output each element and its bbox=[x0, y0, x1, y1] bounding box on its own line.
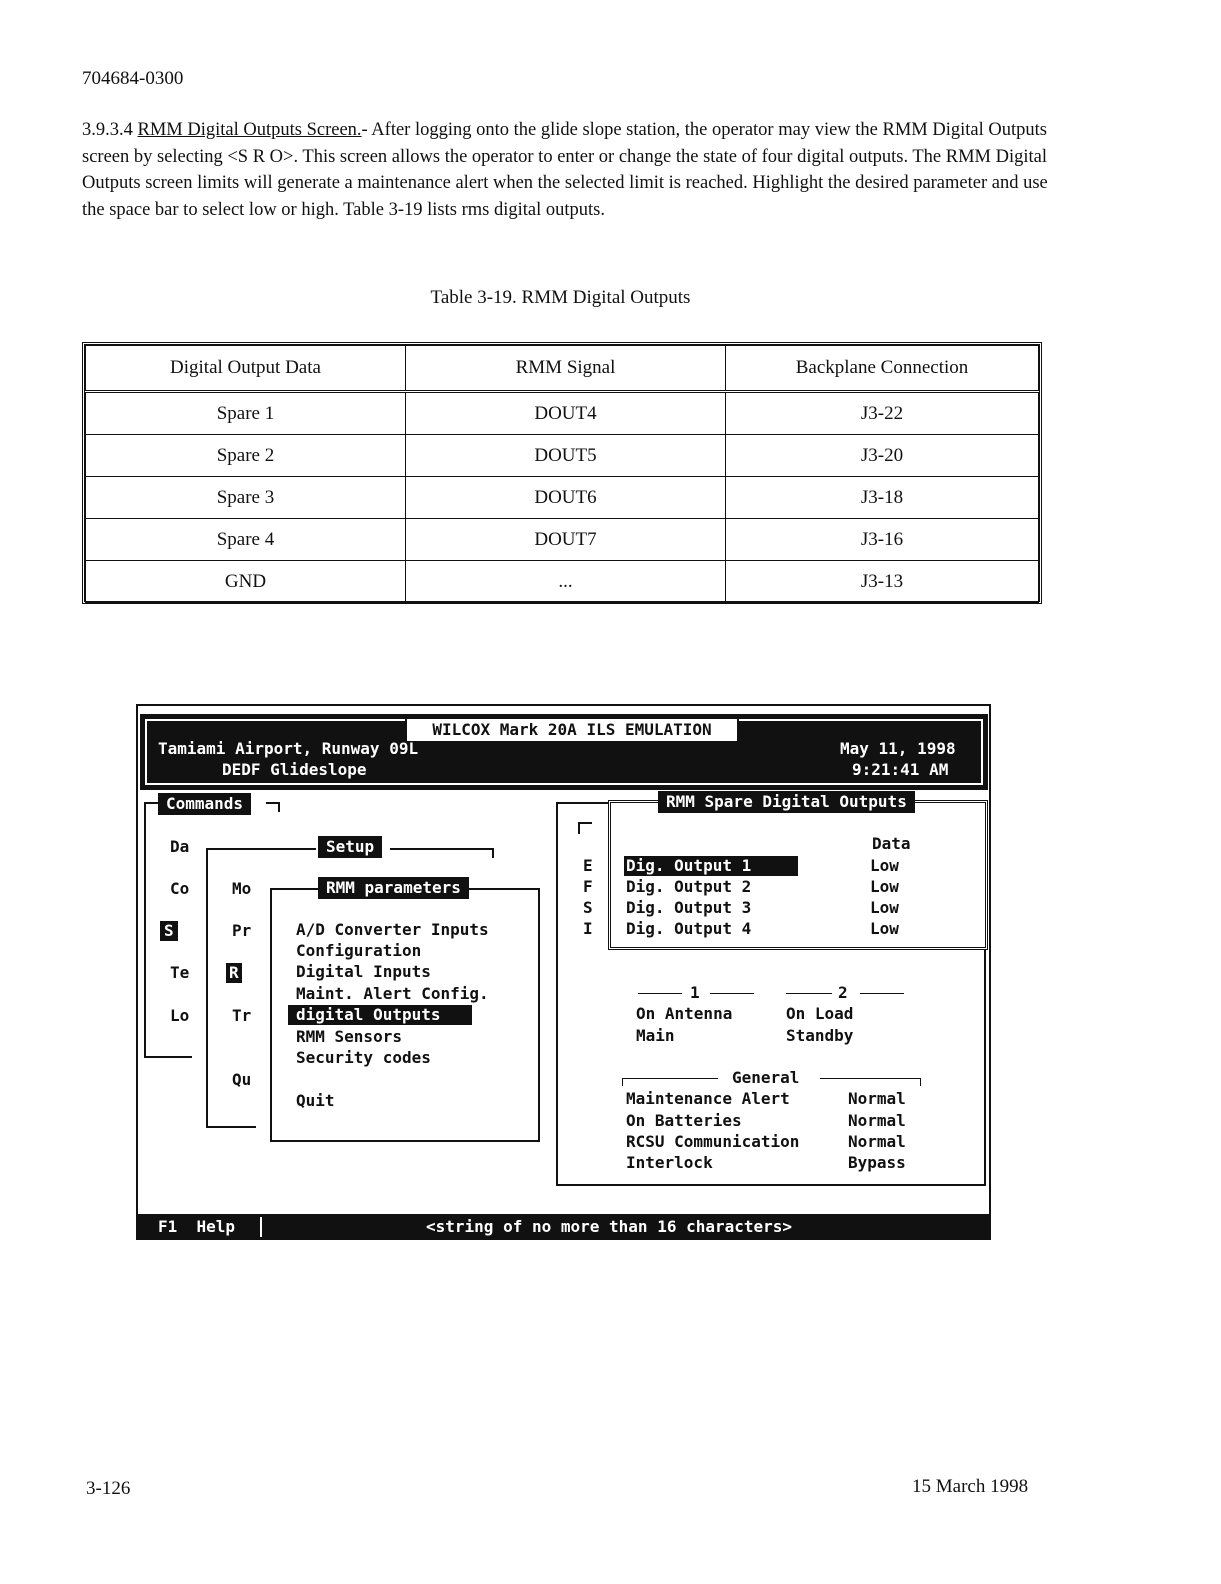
rmm-menu-item[interactable]: A/D Converter Inputs bbox=[296, 920, 489, 939]
date-label: May 11, 1998 bbox=[840, 739, 956, 758]
dig-output-value[interactable]: Low bbox=[870, 877, 899, 896]
table-cell: DOUT6 bbox=[406, 477, 726, 519]
general-label: Maintenance Alert bbox=[626, 1089, 790, 1108]
general-value: Normal bbox=[848, 1111, 906, 1130]
dig-output-label[interactable]: Dig. Output 4 bbox=[626, 919, 752, 938]
column-header: RMM Signal bbox=[406, 346, 726, 392]
tx2-mode: Standby bbox=[786, 1026, 854, 1045]
screen-header-bar bbox=[140, 714, 988, 790]
table-header-row bbox=[86, 346, 1039, 392]
help-key[interactable]: F1 Help bbox=[158, 1217, 236, 1236]
general-label: On Batteries bbox=[626, 1111, 742, 1130]
location-label: Tamiami Airport, Runway 09L bbox=[158, 739, 419, 758]
data-column-header: Data bbox=[872, 834, 911, 853]
command-item[interactable]: Co bbox=[170, 879, 190, 898]
dig-output-value[interactable]: Low bbox=[870, 898, 899, 917]
table-cell: ... bbox=[406, 561, 726, 603]
spare-outputs-tab: RMM Spare Digital Outputs bbox=[658, 791, 915, 813]
general-value: Bypass bbox=[848, 1153, 906, 1172]
page-number: 3-126 bbox=[86, 1478, 131, 1499]
commands-tab[interactable]: Commands bbox=[158, 793, 251, 815]
dig-output-label-selected[interactable]: Dig. Output 1 bbox=[624, 856, 798, 876]
tx1-number: 1 bbox=[690, 983, 700, 1002]
general-value: Normal bbox=[848, 1132, 906, 1151]
command-item[interactable]: Da bbox=[170, 837, 190, 856]
rmm-parameters-tab[interactable]: RMM parameters bbox=[318, 877, 469, 899]
general-label: Interlock bbox=[626, 1153, 713, 1172]
general-value: Normal bbox=[848, 1089, 906, 1108]
command-item-selected[interactable]: S bbox=[160, 921, 178, 941]
table-cell: DOUT7 bbox=[406, 519, 726, 561]
command-item[interactable]: Lo bbox=[170, 1006, 190, 1025]
rmm-menu-item[interactable]: Maint. Alert Config. bbox=[296, 984, 489, 1003]
page-date: 15 March 1998 bbox=[912, 1476, 1029, 1497]
table-caption: Table 3-19. RMM Digital Outputs bbox=[430, 287, 691, 308]
general-title: General bbox=[732, 1068, 800, 1087]
efsi-letter: E bbox=[583, 856, 593, 875]
tx2-number: 2 bbox=[838, 983, 848, 1002]
rmm-menu-item[interactable]: Security codes bbox=[296, 1048, 431, 1067]
column-header: Digital Output Data bbox=[86, 346, 406, 392]
dig-output-label[interactable]: Dig. Output 3 bbox=[626, 898, 752, 917]
column-header: Backplane Connection bbox=[726, 346, 1039, 392]
table-cell: Spare 1 bbox=[86, 392, 406, 435]
efsi-letter: F bbox=[583, 877, 593, 896]
rmm-menu-item[interactable]: Quit bbox=[296, 1091, 335, 1110]
efsi-letter: S bbox=[583, 898, 593, 917]
table-cell: J3-20 bbox=[726, 435, 1039, 477]
table-row bbox=[86, 477, 1039, 519]
screen-title: WILCOX Mark 20A ILS EMULATION bbox=[405, 717, 739, 743]
section-body: - After logging onto the glide slope station, the operator may view the RMM Digital Outputs screen by selecting <S R O>. This screen allows the operator to enter or change the state of four digital outputs. The RMM Digital Outputs screen limits will generate a maintenance alert when the selected limit is reached. Highlight the desired parameter and use the space bar to select low or high. Table 3-19 lists rms digital outputs. bbox=[82, 120, 1048, 220]
table-cell: J3-22 bbox=[726, 392, 1039, 435]
table-cell: J3-13 bbox=[726, 561, 1039, 603]
dig-output-value[interactable]: Low bbox=[870, 919, 899, 938]
table-cell: J3-16 bbox=[726, 519, 1039, 561]
table-row bbox=[86, 392, 1039, 435]
setup-item[interactable]: Qu bbox=[232, 1070, 252, 1089]
rmm-menu-item[interactable]: Digital Inputs bbox=[296, 962, 431, 981]
ils-emulation-screen bbox=[136, 704, 991, 1240]
dig-output-value[interactable]: Low bbox=[870, 856, 899, 875]
table-cell: DOUT5 bbox=[406, 435, 726, 477]
rmm-menu-item[interactable]: Configuration bbox=[296, 941, 422, 960]
table-cell: J3-18 bbox=[726, 477, 1039, 519]
rmm-menu-item-selected[interactable]: digital Outputs bbox=[288, 1005, 472, 1025]
status-message: <string of no more than 16 characters> bbox=[426, 1217, 793, 1236]
table-cell: DOUT4 bbox=[406, 392, 726, 435]
table-cell: Spare 4 bbox=[86, 519, 406, 561]
setup-item[interactable]: Mo bbox=[232, 879, 252, 898]
tx2-state: On Load bbox=[786, 1004, 854, 1023]
setup-item[interactable]: Tr bbox=[232, 1006, 252, 1025]
setup-item-selected[interactable]: R bbox=[226, 963, 242, 983]
section-paragraph bbox=[82, 117, 1052, 223]
table-row bbox=[86, 561, 1039, 603]
table-cell: GND bbox=[86, 561, 406, 603]
screen-footer bbox=[138, 1214, 989, 1240]
general-label: RCSU Communication bbox=[626, 1132, 800, 1151]
section-number: 3.9.3.4 bbox=[82, 120, 133, 140]
table-cell: Spare 2 bbox=[86, 435, 406, 477]
setup-tab[interactable]: Setup bbox=[318, 836, 382, 858]
setup-item[interactable]: Pr bbox=[232, 921, 252, 940]
section-title: RMM Digital Outputs Screen. bbox=[137, 120, 362, 140]
command-item[interactable]: Te bbox=[170, 963, 190, 982]
dig-output-label[interactable]: Dig. Output 2 bbox=[626, 877, 752, 896]
tx1-mode: Main bbox=[636, 1026, 675, 1045]
table-row bbox=[86, 435, 1039, 477]
rmm-menu-item[interactable]: RMM Sensors bbox=[296, 1027, 402, 1046]
time-label: 9:21:41 AM bbox=[852, 760, 949, 779]
digital-outputs-table bbox=[82, 342, 1042, 604]
table-cell: Spare 3 bbox=[86, 477, 406, 519]
document-id: 704684-0300 bbox=[82, 68, 184, 89]
tx1-state: On Antenna bbox=[636, 1004, 733, 1023]
efsi-letter: I bbox=[583, 919, 593, 938]
station-label: DEDF Glideslope bbox=[222, 760, 367, 779]
table-row bbox=[86, 519, 1039, 561]
